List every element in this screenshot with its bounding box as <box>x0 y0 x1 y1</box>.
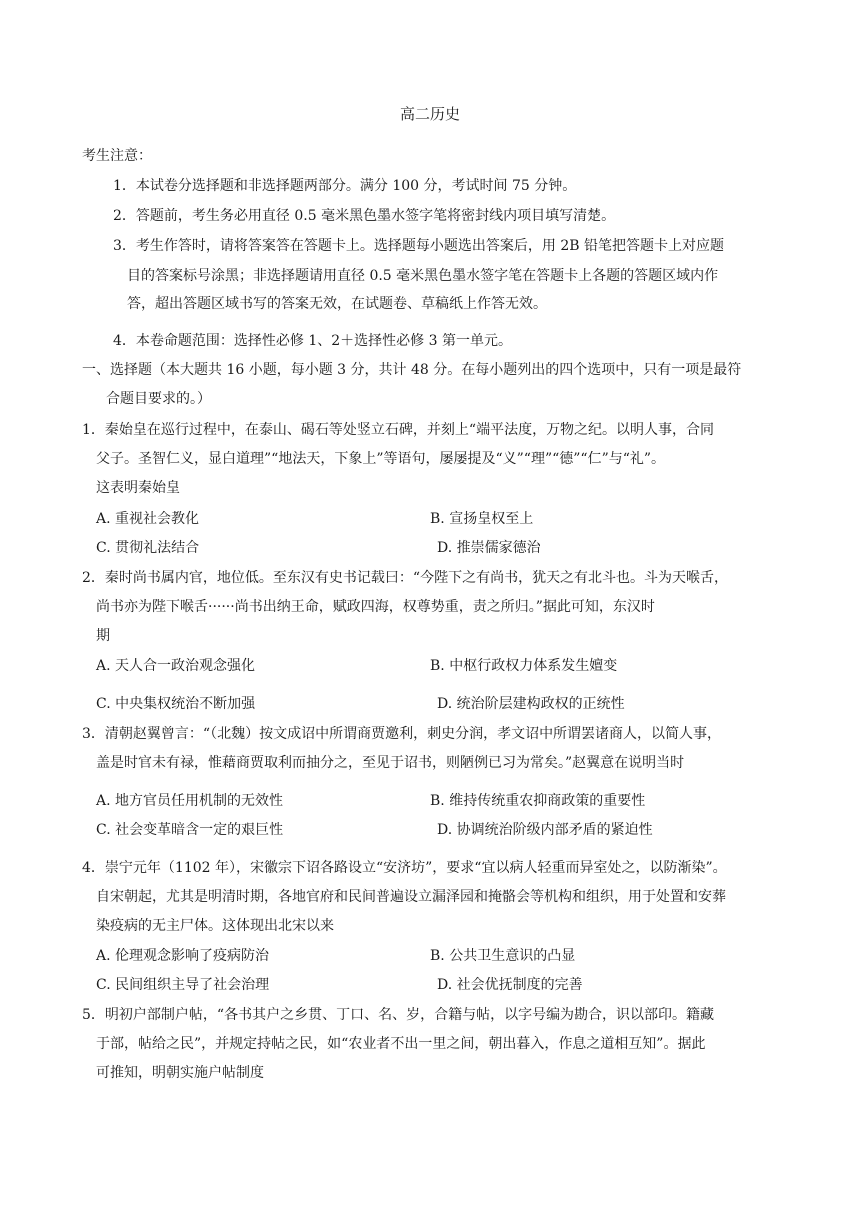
option-c: C. 社会变革暗含一定的艰巨性 <box>96 822 284 838</box>
question-stem-line: 5．明初户部制户帖，“各书其户之乡贯、丁口、名、岁，合籍与帖，以字号编为勘合，识以部印。籍藏 <box>82 1007 715 1023</box>
question-stem-line: 1．秦始皇在巡行过程中，在泰山、碣石等处竖立石碑，并刻上“端平法度，万物之纪。以明人事，合同 <box>82 422 715 438</box>
question-stem-line: 盖是时官未有禄，惟藉商贾取利而抽分之，至见于诏书，则陋例已习为常矣。”赵翼意在说明当时 <box>96 755 685 771</box>
notice-line: 3．考生作答时，请将答案答在答题卡上。选择题每小题选出答案后，用 2B 铅笔把答题卡上对应题 <box>113 238 725 254</box>
option-a: A. 天人合一政治观念强化 <box>96 658 256 674</box>
notice-heading: 考生注意： <box>82 148 152 164</box>
question-stem-line: 父子。圣智仁义，显白道理”“地法天，下象上”等语句，屡屡提及“义”“理”“德”“仁”与“礼”。 <box>96 451 666 467</box>
option-d: D. 推崇儒家德治 <box>437 540 541 556</box>
option-c: C. 贯彻礼法结合 <box>96 540 200 556</box>
option-c: C. 中央集权统治不断加强 <box>96 696 256 712</box>
option-a: A. 伦理观念影响了疫病防治 <box>96 948 270 964</box>
option-b: B. 中枢行政权力体系发生嬗变 <box>430 658 618 674</box>
notice-line: 答，超出答题区域书写的答案无效，在试题卷、草稿纸上作答无效。 <box>127 296 547 312</box>
question-stem-line: 2．秦时尚书属内官，地位低。至东汉有史书记载曰：“今陛下之有尚书，犹天之有北斗也。斗为天喉舌， <box>82 570 729 586</box>
question-stem-line: 尚书亦为陛下喉舌······尚书出纳王命，赋政四海，权尊势重，责之所归。”据此可知，东汉时 <box>96 599 655 615</box>
section-line: 一、选择题（本大题共 16 小题，每小题 3 分，共计 48 分。在每小题列出的四个选项中，只有一项是最符 <box>82 362 742 378</box>
question-stem-line: 染疫病的无主尸体。这体现出北宋以来 <box>96 918 334 934</box>
section-line: 合题目要求的。） <box>106 391 211 407</box>
option-b: B. 宣扬皇权至上 <box>430 511 534 527</box>
question-stem-line: 于部，帖给之民”，并规定持帖之民，如“农业者不出一里之间，朝出暮入，作息之道相互知”。据此 <box>96 1036 706 1052</box>
notice-line: 4．本卷命题范围：选择性必修 1、2＋选择性必修 3 第一单元。 <box>113 333 512 349</box>
notice-line: 1．本试卷分选择题和非选择题两部分。满分 100 分，考试时间 75 分钟。 <box>113 178 577 194</box>
question-stem-line: 这表明秦始皇 <box>96 480 180 496</box>
option-a: A. 地方官员任用机制的无效性 <box>96 793 284 809</box>
question-stem-line: 3．清朝赵翼曾言：“（北魏）按文成诏中所谓商贾邀利，刺史分润，孝文诏中所谓罢诸商人，以简人事， <box>82 726 722 742</box>
option-d: D. 协调统治阶级内部矛盾的紧迫性 <box>437 822 653 838</box>
question-stem-line: 可推知，明朝实施户帖制度 <box>96 1065 264 1081</box>
option-a: A. 重视社会教化 <box>96 511 200 527</box>
notice-line: 2．答题前，考生务必用直径 0.5 毫米黑色墨水签字笔将密封线内项目填写清楚。 <box>113 208 616 224</box>
option-b: B. 公共卫生意识的凸显 <box>430 948 576 964</box>
question-stem-line: 自宋朝起，尤其是明清时期，各地官府和民间普遍设立漏泽园和掩骼会等机构和组织，用于处置和安葬 <box>96 889 726 905</box>
question-stem-line: 4．崇宁元年（1102 年），宋徽宗下诏各路设立“安济坊”，要求“宜以病人轻重而异室处之，以防渐染”。 <box>82 860 727 876</box>
question-stem-line: 期 <box>96 628 110 644</box>
option-d: D. 统治阶层建构政权的正统性 <box>437 696 625 712</box>
page-title: 高二历史 <box>399 105 460 123</box>
option-b: B. 维持传统重农抑商政策的重要性 <box>430 793 646 809</box>
notice-line: 目的答案标号涂黑；非选择题请用直径 0.5 毫米黑色墨水签字笔在答题卡上各题的答题区域内作 <box>127 268 719 284</box>
option-d: D. 社会优抚制度的完善 <box>437 977 583 993</box>
option-c: C. 民间组织主导了社会治理 <box>96 977 270 993</box>
